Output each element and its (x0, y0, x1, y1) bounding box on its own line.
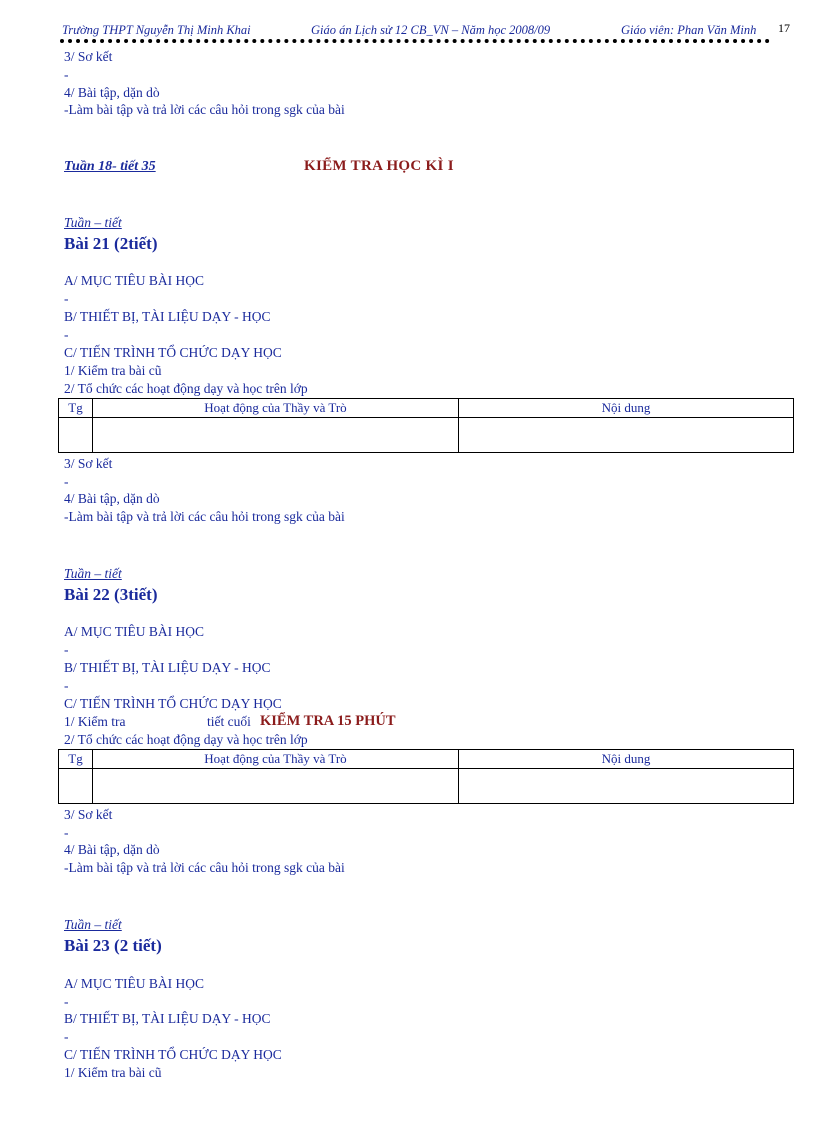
homework-heading: 4/ Bài tập, dặn dò (64, 85, 160, 100)
dash: - (64, 1029, 69, 1044)
dash: - (64, 67, 69, 82)
dash: - (64, 825, 69, 840)
lesson23-objectives: A/ MỤC TIÊU BÀI HỌC (64, 976, 205, 991)
lesson21-check: 1/ Kiểm tra bài cũ (64, 363, 162, 378)
dash: - (64, 678, 69, 693)
dash: - (64, 327, 69, 342)
table-header-activity: Hoạt động của Thầy và Trò (93, 750, 459, 769)
table-header-tg: Tg (59, 750, 93, 769)
summary-heading: 3/ Sơ kết (64, 807, 113, 822)
lesson23-check: 1/ Kiểm tra bài cũ (64, 1065, 162, 1080)
lesson23-title: Bài 23 (2 tiết) (64, 936, 162, 955)
lesson22-check-note: tiết cuối (207, 714, 251, 729)
lesson21-objectives: A/ MỤC TIÊU BÀI HỌC (64, 273, 205, 288)
lesson21-table (58, 398, 794, 453)
lesson23-materials: B/ THIẾT BỊ, TÀI LIỆU DẠY - HỌC (64, 1011, 271, 1026)
lesson22-week: Tuần – tiết (64, 566, 122, 581)
table-header-activity: Hoạt động của Thầy và Trò (93, 399, 459, 418)
lesson22-materials: B/ THIẾT BỊ, TÀI LIỆU DẠY - HỌC (64, 660, 271, 675)
lesson22-check: 1/ Kiểm tra (64, 714, 126, 729)
dash: - (64, 474, 69, 489)
page-number: 17 (778, 21, 790, 35)
homework-text: -Làm bài tập và trả lời các câu hỏi trong sgk của bài (64, 860, 345, 875)
table-header-tg: Tg (59, 399, 93, 418)
dash: - (64, 291, 69, 306)
table-header-content: Nội dung (459, 399, 794, 418)
lesson22-objectives: A/ MỤC TIÊU BÀI HỌC (64, 624, 205, 639)
lesson21-activities: 2/ Tổ chức các hoạt động dạy và học trên lớp (64, 381, 308, 396)
dash: - (64, 994, 69, 1009)
summary-heading: 3/ Sơ kết (64, 456, 113, 471)
table-cell (59, 769, 93, 804)
lesson22-process: C/ TIẾN TRÌNH TỔ CHỨC DẠY HỌC (64, 696, 282, 711)
header-teacher: Giáo viên: Phan Văn Minh (621, 23, 757, 37)
table-cell (93, 418, 459, 453)
table-cell (59, 418, 93, 453)
homework-text: -Làm bài tập và trả lời các câu hỏi trong sgk của bài (64, 102, 345, 117)
exam-title: KIỂM TRA HỌC KÌ I (304, 158, 454, 174)
lesson21-materials: B/ THIẾT BỊ, TÀI LIỆU DẠY - HỌC (64, 309, 271, 324)
homework-heading: 4/ Bài tập, dặn dò (64, 491, 160, 506)
table-cell (459, 769, 794, 804)
table-header-content: Nội dung (459, 750, 794, 769)
summary-heading: 3/ Sơ kết (64, 49, 113, 64)
table-cell (93, 769, 459, 804)
lesson22-activities: 2/ Tổ chức các hoạt động dạy và học trên lớp (64, 732, 308, 747)
lesson22-quiz-label: KIỂM TRA 15 PHÚT (260, 713, 396, 729)
table-cell (459, 418, 794, 453)
lesson21-week: Tuần – tiết (64, 215, 122, 230)
lesson22-title: Bài 22 (3tiết) (64, 585, 158, 604)
header-school: Trường THPT Nguyễn Thị Minh Khai (62, 23, 251, 37)
header-divider (60, 39, 770, 43)
lesson23-week: Tuần – tiết (64, 917, 122, 932)
lesson21-process: C/ TIẾN TRÌNH TỔ CHỨC DẠY HỌC (64, 345, 282, 360)
dash: - (64, 642, 69, 657)
homework-text: -Làm bài tập và trả lời các câu hỏi trong sgk của bài (64, 509, 345, 524)
lesson21-title: Bài 21 (2tiết) (64, 234, 158, 253)
exam-week: Tuần 18- tiết 35 (64, 159, 156, 174)
header-subject: Giáo án Lịch sử 12 CB_VN – Năm học 2008/09 (311, 23, 551, 37)
homework-heading: 4/ Bài tập, dặn dò (64, 842, 160, 857)
lesson23-process: C/ TIẾN TRÌNH TỔ CHỨC DẠY HỌC (64, 1047, 282, 1062)
lesson22-table (58, 749, 794, 804)
